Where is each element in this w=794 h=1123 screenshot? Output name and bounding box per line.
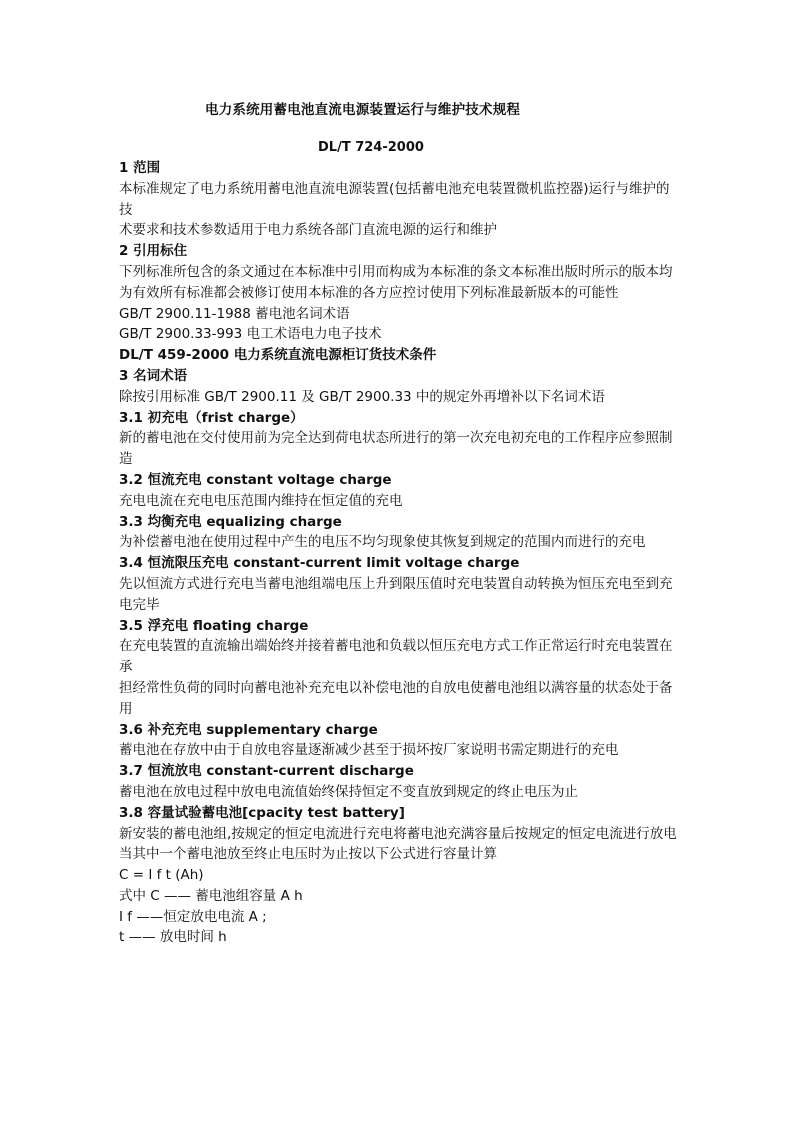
body-text-line: 式中 C —— 蓄电池组容量 A h — [119, 887, 303, 904]
body-text-line: 担经常性负荷的同时向蓄电池补充充电以补偿电池的自放电使蓄电池组以满容量的状态处于备用 — [119, 679, 673, 717]
body-text-line: GB/T 2900.11-1988 蓄电池名词术语 — [119, 305, 350, 322]
standard-code: DL/T 724-2000 — [318, 140, 424, 155]
section-heading: 3.6 补充充电 supplementary charge — [119, 721, 378, 738]
body-text-line: 为补偿蓄电池在使用过程中产生的电压不均匀现象使其恢复到规定的范围内而进行的充电 — [119, 534, 646, 551]
document-title: 电力系统用蓄电池直流电源装置运行与维护技术规程 — [205, 102, 521, 118]
section-heading: 3.1 初充电（frist charge） — [119, 409, 304, 426]
body-text-line: 充电电流在充电电压范围内维持在恒定值的充电 — [119, 492, 403, 509]
body-text-line: 在充电装置的直流输出端始终并接着蓄电池和负载以恒压充电方式工作正常运行时充电装置在承 — [119, 638, 673, 676]
body-text-line: GB/T 2900.33-993 电工术语电力电子技术 — [119, 326, 382, 343]
section-heading: 3.7 恒流放电 constant-current discharge — [119, 763, 414, 780]
section-heading: 3.8 容量试验蓄电池[cpacity test battery] — [119, 804, 405, 821]
body-text-line: C = I f t (Ah) — [119, 867, 204, 884]
section-heading: 3.3 均衡充电 equalizing charge — [119, 513, 342, 530]
body-text-line: I f ——恒定放电电流 A ; — [119, 908, 267, 925]
body-text-line: 新的蓄电池在交付使用前为完全达到荷电状态所进行的第一次充电初充电的工作程序应参照制造 — [119, 430, 673, 468]
body-text-line: 除按引用标准 GB/T 2900.11 及 GB/T 2900.33 中的规定外再增补以下名词术语 — [119, 388, 605, 405]
section-heading: 3.5 浮充电 floating charge — [119, 617, 309, 634]
body-text-line: 术要求和技术参数适用于电力系统各部门直流电源的运行和维护 — [119, 222, 497, 239]
body-text-line: 新安装的蓄电池组,按规定的恒定电流进行充电将蓄电池充满容量后按规定的恒定电流进行放电 — [119, 825, 677, 842]
body-text-line: 蓄电池在存放中由于自放电容量逐渐减少甚至于损坏按厂家说明书需定期进行的充电 — [119, 742, 619, 759]
section-heading: 3.4 恒流限压充电 constant-current limit voltage charge — [119, 555, 520, 572]
body-text-line: 为有效所有标准都会被修订使用本标准的各方应控讨使用下列标准最新版本的可能性 — [119, 284, 619, 301]
document-body — [119, 158, 679, 948]
body-text-line: 先以恒流方式进行充电当蓄电池组端电压上升到限压值时充电装置自动转换为恒压充电至到充 — [119, 575, 673, 592]
section-heading: 3.2 恒流充电 constant voltage charge — [119, 471, 392, 488]
body-text-line: 下列标准所包含的条文通过在本标准中引用而构成为本标准的条文本标准出版时所示的版本均 — [119, 263, 673, 280]
body-text-line: 当其中一个蓄电池放至终止电压时为止按以下公式进行容量计算 — [119, 846, 497, 863]
body-text-line: 蓄电池在放电过程中放电电流值始终保持恒定不变直放到规定的终止电压为止 — [119, 783, 578, 800]
body-text-line: 本标准规定了电力系统用蓄电池直流电源装置(包括蓄电池充电装置微机监控器)运行与维护的技 — [119, 180, 670, 218]
section-heading: 1 范围 — [119, 160, 161, 176]
body-text-line: t —— 放电时间 h — [119, 929, 227, 946]
section-heading: DL/T 459-2000 电力系统直流电源柜订货技术条件 — [119, 347, 437, 364]
section-heading: 2 引用标住 — [119, 243, 188, 260]
body-text-line: 电完毕 — [119, 596, 160, 613]
section-heading: 3 名词术语 — [119, 367, 188, 384]
